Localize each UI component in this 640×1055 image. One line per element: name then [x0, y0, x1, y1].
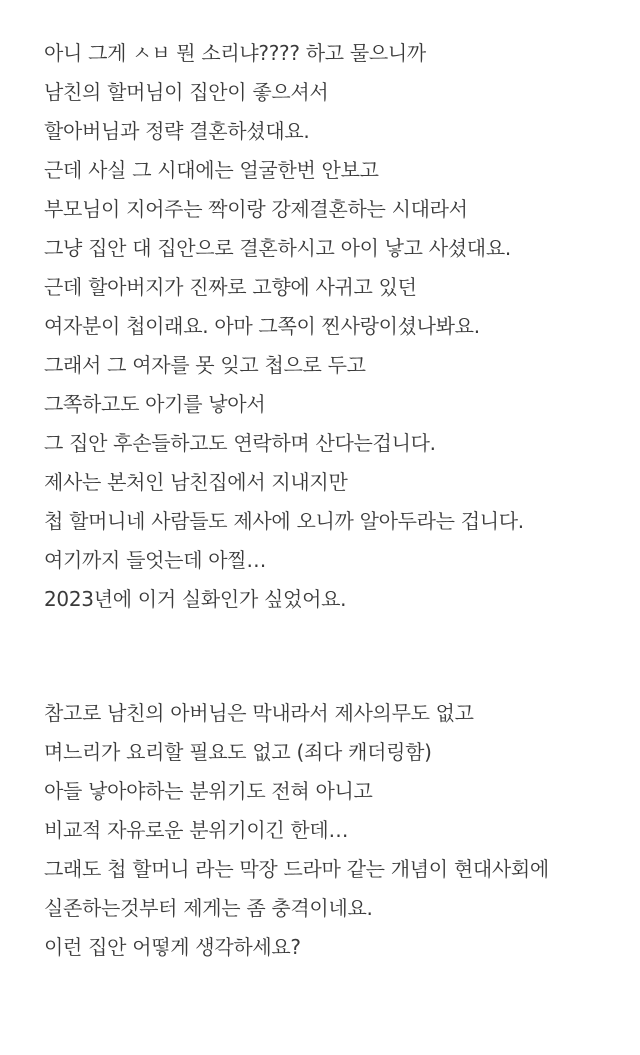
text-line: 제사는 본처인 남친집에서 지내지만: [44, 470, 348, 494]
text-line: 며느리가 요리할 필요도 없고 (죄다 캐더링함): [44, 740, 432, 764]
text-line: 비교적 자유로운 분위기이긴 한데…: [44, 818, 349, 842]
text-line: 그래도 첩 할머니 라는 막장 드라마 같는 개념이 현대사회에: [44, 857, 549, 881]
text-line: 그냥 집안 대 집안으로 결혼하시고 아이 낳고 사셨대요.: [44, 236, 511, 260]
text-line: 그쪽하고도 아기를 낳아서: [44, 392, 266, 416]
text-line: 근데 사실 그 시대에는 얼굴한번 안보고: [44, 158, 379, 182]
text-line: 아니 그게 ㅅㅂ 뭔 소리냐???? 하고 물으니까: [44, 41, 426, 65]
post-body: [44, 34, 634, 967]
text-line: 부모님이 지어주는 짝이랑 강제결혼하는 시대라서: [44, 197, 468, 221]
paragraph-gap: [44, 619, 634, 694]
paragraph-2: [44, 694, 634, 967]
text-line: 근데 할아버지가 진짜로 고향에 사귀고 있던: [44, 275, 417, 299]
paragraph-1: [44, 34, 634, 619]
text-line: 참고로 남친의 아버님은 막내라서 제사의무도 없고: [44, 701, 474, 725]
text-line: 남친의 할머님이 집안이 좋으셔서: [44, 80, 329, 104]
text-line: 할아버님과 정략 결혼하셨대요.: [44, 119, 310, 143]
text-line: 그 집안 후손들하고도 연락하며 산다는겁니다.: [44, 431, 436, 455]
text-line: 첩 할머니네 사람들도 제사에 오니까 알아두라는 겁니다.: [44, 509, 524, 533]
text-line: 아들 낳아야하는 분위기도 전혀 아니고: [44, 779, 373, 803]
text-line: 여기까지 들엇는데 아찔…: [44, 548, 267, 572]
text-line: 실존하는것부터 제게는 좀 충격이네요.: [44, 896, 373, 920]
text-line: 2023년에 이거 실화인가 싶었어요.: [44, 587, 347, 611]
text-line: 이런 집안 어떻게 생각하세요?: [44, 935, 301, 959]
text-line: 그래서 그 여자를 못 잊고 첩으로 두고: [44, 353, 366, 377]
text-line: 여자분이 첩이래요. 아마 그쪽이 찐사랑이셨나봐요.: [44, 314, 480, 338]
